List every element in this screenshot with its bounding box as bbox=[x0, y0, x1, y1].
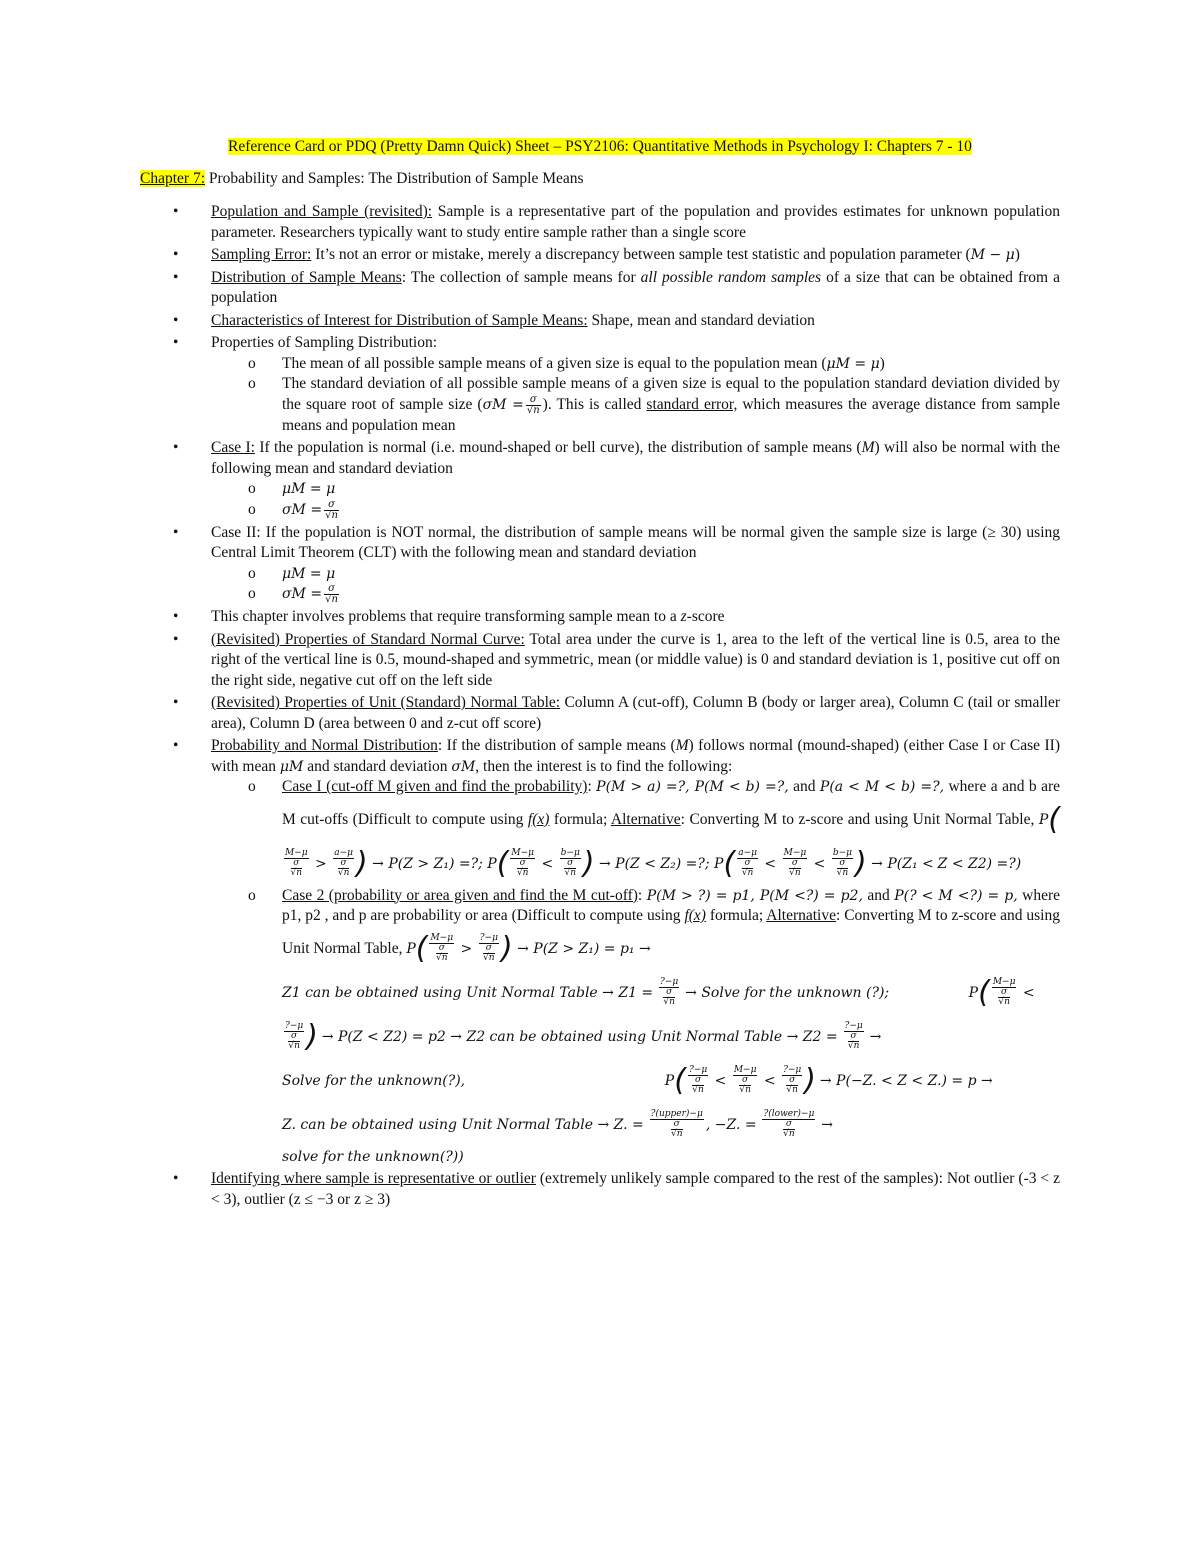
list-item bbox=[140, 268, 1060, 309]
item-text: where p1, p2 , and p are probability or area (Difficult to compute using bbox=[282, 886, 1060, 924]
bullet-icon: • bbox=[173, 630, 179, 648]
item-heading: (Revisited) Properties of Unit (Standard) Normal Table: bbox=[211, 694, 561, 711]
item-heading: Identifying where sample is representative or outlier bbox=[211, 1170, 536, 1187]
item-text: formula; bbox=[705, 907, 767, 924]
item-text: formula; bbox=[549, 810, 611, 828]
circle-bullet-icon: o bbox=[248, 354, 256, 372]
document-page bbox=[140, 138, 1060, 1212]
sub-list-item: o Case 2 (probability or area given and find the M cut-off): P(M > ?) = p1, P(M <?) = p2, and P(? < M <?) = p, where p1, p2 , and p are probability or area (Difficult to compute using f(x) formula; Alternative: Converting M to z-score and using Unit Normal Table, P( $\frac{M-\mu}{\frac{\sigma}{√n}}$ > $\frac{?-\mu}{\frac{\sigma}{√n}}$ ) → P(Z > Z₁) = p₁ → Z1 can be obtained using Unit Normal Table → Z1 = $\frac{?-\mu}{\frac{\sigma}{√n}}$ → Solve for the unknown (?); P( $\frac{M-\mu}{\frac{\sigma}{√n}}$ < $\frac{?-\mu}{\frac{\sigma}{√n}}$ ) → P(Z < Z2) = p2 → Z2 can be obtained using Unit Normal Table → Z2 = $\frac{?-\mu}{\frac{\sigma}{√n}}$ → Solve for the unknown(?), P( $\frac{?-\mu}{\frac{\sigma}{√n}}$ < $\frac{M-\mu}{\frac{\sigma}{√n}}$ < $\frac{?-\mu}{\frac{\sigma}{√n}}$ ) → P(−Z. < Z < Z.) = p → Z. can be obtained using Unit Normal Table → Z. = $\frac{\text{?(upper)−μ}}{\frac{\sigma}{√n}}$ , −Z. = $\frac{\text{?(lower)−μ}}{\frac{\sigma}{√n}}$ → solve for the unknown(?)) bbox=[248, 886, 1060, 1165]
item-heading: Case I: bbox=[211, 439, 255, 456]
math-expression: P(? < M <?) = p, bbox=[894, 887, 1018, 904]
bullet-icon: • bbox=[173, 311, 179, 329]
case1-equation: P( $\frac{M-\mu}{\frac{\sigma}{√n}}$ > $\frac{a-\mu}{\frac{\sigma}{√n}}$ ) → P(Z > Z₁) =?; P( $\frac{M-\mu}{\frac{\sigma}{√n}}$ < $\frac{b-\mu}{\frac{\sigma}{√n}}$ ) → P(Z < Z₂) =?; P( $\frac{a-\mu}{\frac{\sigma}{√n}}$ < $\frac{M-\mu}{\frac{\sigma}{√n}}$ < $\frac{b-\mu}{\frac{\sigma}{√n}}$ ) → P(Z₁ < bbox=[285, 801, 1060, 881]
math-expression: Z < Z2) =?) bbox=[937, 855, 1022, 872]
item-heading: Characteristics of Interest for Distribution of Sample Means: bbox=[211, 311, 588, 329]
bullet-icon: • bbox=[173, 246, 179, 263]
chapter-heading bbox=[140, 170, 1060, 188]
math-expression: σM = bbox=[282, 586, 323, 603]
list-item bbox=[140, 245, 1060, 266]
math-expression: P(a < M < b) =?, bbox=[819, 779, 945, 795]
circle-bullet-icon: o bbox=[248, 564, 256, 582]
sub-list bbox=[211, 564, 1060, 606]
sub-list-item bbox=[140, 564, 1060, 585]
bullet-icon: • bbox=[173, 737, 179, 754]
item-text: : Converting M to z-score and using Unit Normal Table, bbox=[282, 907, 1060, 957]
item-text: If the population is normal (i.e. mound-shaped or bell curve), the distribution of sample means ( bbox=[254, 439, 862, 456]
item-text: This chapter involves problems that require transforming sample mean to a bbox=[211, 608, 681, 625]
math-expression: → P(−Z. < Z < Z.) = p → bbox=[819, 1072, 993, 1089]
sub-list-item bbox=[140, 374, 1060, 436]
fraction: $\frac{?-\mu}{\frac{\sigma}{√n}}$ bbox=[844, 1021, 863, 1052]
bullet-icon: • bbox=[173, 694, 179, 711]
title-highlight: Reference Card or PDQ (Pretty Damn Quick) Sheet – PSY2106: Quantitative Methods in Psychology I: Chapters 7 - 10 bbox=[228, 138, 972, 155]
item-text: Total area under the curve is 1, area to the left of the vertical line is 0.5, area to the right of the vertical line is 0.5, mound-shaped and symmetric, mean (or middle value) is 0 and standard deviation is 1, positive cut off on the right side, negative cut off on the left side bbox=[211, 630, 1060, 689]
item-heading: (Revisited) Properties of Standard Normal Curve: bbox=[211, 630, 525, 648]
circle-bullet-icon: o bbox=[248, 500, 256, 518]
item-text: ) will also be normal with the following mean and standard deviation bbox=[211, 439, 1060, 477]
math-expression: solve for the unknown(?)) bbox=[282, 1148, 464, 1165]
math-expression: μM bbox=[279, 758, 304, 775]
bullet-list bbox=[140, 202, 1060, 1210]
list-item bbox=[140, 202, 1060, 243]
item-text: The mean of all possible sample means of a given size is equal to the population mean ( bbox=[282, 354, 827, 372]
item-emphasis: M bbox=[675, 737, 689, 754]
item-emphasis: f(x) bbox=[527, 810, 550, 828]
bullet-icon: • bbox=[173, 334, 179, 351]
item-text: : The collection of sample means for bbox=[401, 268, 641, 286]
math-expression: P(M > a) =?, P(M < b) =?, bbox=[596, 779, 789, 795]
item-text: : bbox=[587, 778, 597, 795]
chapter-title: Probability and Samples: The Distribution of Sample Means bbox=[205, 170, 584, 187]
item-text: : If the distribution of sample means ( bbox=[437, 737, 676, 754]
item-text: Case II: If the population is NOT normal, the distribution of sample means will be normal given the sample size is large (≥ 30) using Central Limit Theorem (CLT) with the following mean and standard deviation bbox=[211, 523, 1060, 561]
list-item bbox=[140, 630, 1060, 692]
sub-list bbox=[211, 479, 1060, 521]
list-item bbox=[140, 693, 1060, 734]
item-text: Column A (cut-off), Column B (body or larger area), Column C (tail or smaller area), Column D (area between 0 and z-cut off score) bbox=[211, 694, 1060, 732]
fraction: $\frac{?-\mu}{\frac{\sigma}{√n}}$ bbox=[660, 977, 679, 1008]
item-text: of a size that can be obtained from a population bbox=[211, 268, 1060, 306]
case2-equation-1: P( $\frac{M-\mu}{\frac{\sigma}{√n}}$ > $\frac{?-\mu}{\frac{\sigma}{√n}}$ ) → P(Z > Z₁) = p₁ → bbox=[406, 930, 651, 966]
sub-list-item bbox=[140, 584, 1060, 605]
item-emphasis: M bbox=[861, 439, 875, 456]
bullet-icon: • bbox=[173, 523, 179, 541]
item-text: : bbox=[637, 886, 647, 904]
item-text: and bbox=[862, 886, 895, 904]
sigma-over-root-n: $\frac{\sigma}{√n}$ bbox=[325, 583, 338, 605]
item-text: , then the interest is to find the following: bbox=[475, 757, 733, 775]
math-expression: → P(Z < Z2) = p2 → Z2 can be obtained using Unit Normal Table → Z2 = bbox=[321, 1028, 838, 1045]
math-expression: μM = μ bbox=[826, 355, 880, 372]
item-underline: standard error, bbox=[646, 395, 738, 413]
math-expression: σM = bbox=[482, 396, 524, 413]
list-item bbox=[140, 523, 1060, 606]
item-emphasis: all possible random samples bbox=[640, 268, 822, 286]
item-heading: Case I (cut-off M given and find the probability) bbox=[282, 778, 588, 795]
math-expression: μM = μ bbox=[282, 481, 336, 497]
item-emphasis: z bbox=[680, 608, 687, 625]
bullet-icon: • bbox=[173, 608, 179, 625]
circle-bullet-icon: o bbox=[248, 480, 256, 497]
fraction: $\frac{\text{?(lower)−μ}}{\frac{\sigma}{√n}}$ bbox=[763, 1109, 815, 1140]
item-text: The standard deviation of all possible sample means of a given size is equal to the population standard deviation divided by the square root of sample size ( bbox=[282, 375, 1060, 413]
item-heading: Probability and Normal Distribution bbox=[211, 737, 438, 754]
fraction: $\frac{\text{?(upper)−μ}}{\frac{\sigma}{√n}}$ bbox=[650, 1109, 703, 1140]
math-expression: σM bbox=[451, 758, 476, 775]
list-item bbox=[140, 333, 1060, 436]
math-expression: Z1 can be obtained using Unit Normal Table → Z1 = bbox=[282, 984, 654, 1001]
item-underline: Alternative bbox=[766, 907, 836, 924]
item-text: ) bbox=[879, 354, 885, 372]
list-item bbox=[140, 607, 1060, 628]
item-text: ) bbox=[1014, 246, 1020, 263]
circle-bullet-icon: o bbox=[248, 886, 256, 904]
list-item bbox=[140, 438, 1060, 521]
item-text: which measures the average distance from sample means and population mean bbox=[282, 395, 1061, 434]
circle-bullet-icon: o bbox=[248, 375, 256, 392]
item-heading: Case 2 (probability or area given and find the M cut-off) bbox=[282, 886, 638, 904]
bullet-icon: • bbox=[173, 439, 179, 456]
math-expression: σM = bbox=[282, 501, 323, 518]
sub-list-item bbox=[140, 479, 1060, 500]
sub-list-item bbox=[140, 354, 1060, 375]
page-title bbox=[140, 138, 1060, 156]
item-text: -score bbox=[686, 608, 725, 625]
math-expression: μM = μ bbox=[282, 565, 336, 582]
item-text: Sample is a representative part of the population and provides estimates for unknown population parameter. Researchers typically want to study entire sample rather than a single score bbox=[211, 203, 1060, 241]
sub-list-item bbox=[140, 777, 1060, 886]
item-text: (extremely unlikely sample compared to the rest of the samples): Not outlier (-3 < z < 3), outlier (z ≤ −3 or z ≥ 3) bbox=[211, 1170, 1060, 1208]
list-item bbox=[140, 311, 1060, 332]
case2-equation-3: P( $\frac{?-\mu}{\frac{\sigma}{√n}}$ < $\frac{M-\mu}{\frac{\sigma}{√n}}$ < $\frac{?-\mu}{\frac{\sigma}{√n}}$ ) bbox=[469, 1062, 816, 1098]
item-underline: Alternative bbox=[610, 810, 681, 828]
item-text: Properties of Sampling Distribution: bbox=[211, 334, 438, 351]
item-emphasis: f(x) bbox=[684, 907, 706, 924]
bullet-icon: • bbox=[173, 1170, 179, 1187]
sub-list bbox=[211, 777, 1060, 1167]
math-expression: P(M > ?) = p1, P(M <?) = p2, bbox=[646, 887, 863, 904]
bullet-icon: • bbox=[173, 203, 179, 220]
sub-list bbox=[211, 354, 1060, 437]
item-text: and standard deviation bbox=[303, 757, 452, 775]
item-text: where a and b are M cut-offs (Difficult to compute using bbox=[282, 778, 1060, 828]
item-text: It’s not an error or mistake, merely a discrepancy between sample test statistic and population parameter ( bbox=[311, 246, 971, 263]
item-heading: Sampling Error: bbox=[211, 246, 312, 263]
item-text: and bbox=[788, 778, 820, 795]
math-expression: Solve for the unknown(?), bbox=[282, 1072, 466, 1089]
item-heading: Population and Sample (revisited): bbox=[211, 203, 433, 220]
circle-bullet-icon: o bbox=[248, 585, 256, 602]
list-item bbox=[140, 736, 1060, 1167]
item-text: : Converting M to z-score and using Unit Normal Table, bbox=[680, 810, 1039, 828]
item-text: Shape, mean and standard deviation bbox=[587, 311, 815, 329]
chapter-label: Chapter 7: bbox=[140, 170, 205, 187]
item-heading: Distribution of Sample Means bbox=[211, 268, 402, 286]
bullet-icon: • bbox=[173, 268, 179, 286]
math-expression: → Solve for the unknown (?); bbox=[685, 984, 890, 1001]
sigma-over-root-n: $\frac{\sigma}{√n}$ bbox=[325, 498, 338, 521]
circle-bullet-icon: o bbox=[248, 778, 256, 795]
math-expression: Z. can be obtained using Unit Normal Table → Z. = bbox=[282, 1116, 644, 1133]
list-item bbox=[140, 1169, 1060, 1210]
case2-equation-2b: $\frac{?-\mu}{\frac{\sigma}{√n}}$ ) bbox=[285, 1018, 318, 1054]
item-text: ) follows normal (mound-shaped) (either Case I or Case II) with mean bbox=[211, 737, 1060, 775]
sigma-over-root-n: $\frac{\sigma}{√n}$ bbox=[526, 393, 540, 416]
case2-equation-2: P( $\frac{M-\mu}{\frac{\sigma}{√n}}$ < bbox=[893, 974, 1035, 1010]
item-text: ). This is called bbox=[542, 395, 647, 413]
sub-list-item bbox=[140, 500, 1060, 521]
math-expression: M − μ bbox=[970, 247, 1015, 263]
